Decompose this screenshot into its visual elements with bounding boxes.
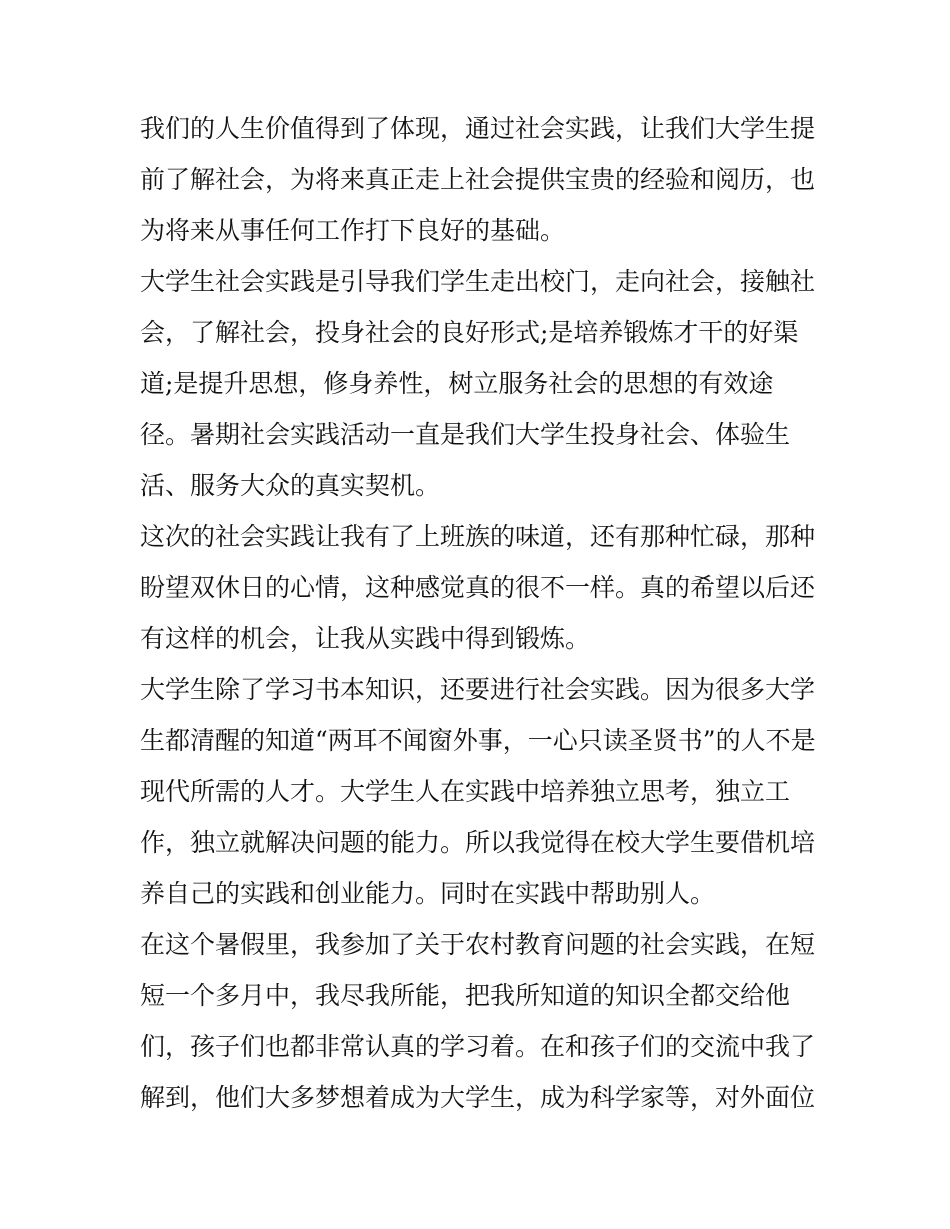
text-line: 现代所需的人才。大学生人在实践中培养独立思考，独立工: [140, 777, 791, 806]
text-line: 解到，他们大多梦想着成为大学生，成为科学家等，对外面位: [140, 1083, 816, 1112]
text-line: 前了解社会，为将来真正走上社会提供宝贵的经验和阅历，也: [140, 165, 816, 194]
text-line: 我们的人生价值得到了体现，通过社会实践，让我们大学生提: [140, 114, 816, 143]
text-line: 短一个多月中，我尽我所能，把我所知道的知识全都交给他: [140, 981, 791, 1010]
text-line: 径。暑期社会实践活动一直是我们大学生投身社会、体验生: [140, 420, 791, 449]
text-line: 们，孩子们也都非常认真的学习着。在和孩子们的交流中我了: [140, 1032, 816, 1061]
text-line: 养自己的实践和创业能力。同时在实践中帮助别人。: [140, 879, 716, 908]
text-line: 这次的社会实践让我有了上班族的味道，还有那种忙碌，那种: [140, 522, 816, 551]
text-line: 作，独立就解决问题的能力。所以我觉得在校大学生要借机培: [140, 828, 816, 857]
text-line: 有这样的机会，让我从实践中得到锻炼。: [140, 624, 591, 653]
text-line: 大学生除了学习书本知识，还要进行社会实践。因为很多大学: [140, 675, 816, 704]
text-line: 在这个暑假里，我参加了关于农村教育问题的社会实践，在短: [140, 930, 816, 959]
text-line: 生都清醒的知道“两耳不闻窗外事，一心只读圣贤书”的人不是: [140, 726, 816, 755]
text-line: 道;是提升思想，修身养性，树立服务社会的思想的有效途: [140, 369, 774, 398]
text-line: 为将来从事任何工作打下良好的基础。: [140, 216, 566, 245]
text-line: 会，了解社会，投身社会的良好形式;是培养锻炼才干的好渠: [140, 318, 799, 347]
text-line: 活、服务大众的真实契机。: [140, 471, 441, 500]
text-line: 盼望双休日的心情，这种感觉真的很不一样。真的希望以后还: [140, 573, 816, 602]
text-line: 大学生社会实践是引导我们学生走出校门，走向社会，接触社: [140, 267, 816, 296]
